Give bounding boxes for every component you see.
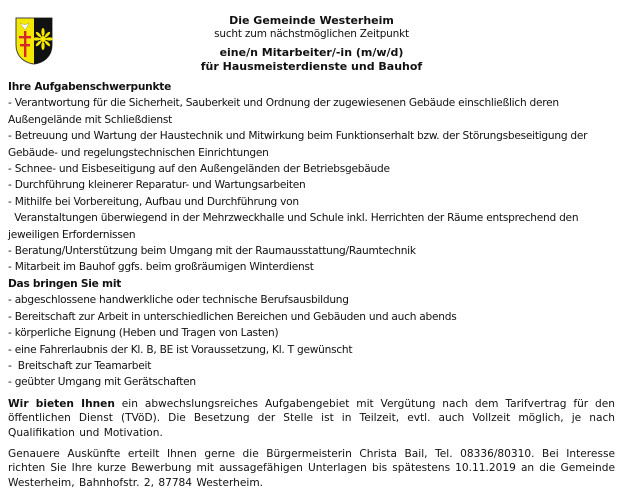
organization-name: Die Gemeinde Westerheim	[150, 14, 473, 28]
position-title-line1: eine/n Mitarbeiter/-in (m/w/d)	[150, 46, 473, 60]
tasks-list	[8, 95, 615, 275]
municipal-coat-of-arms-icon	[15, 17, 53, 65]
list-item: - abgeschlossene handwerkliche oder technische Berufsausbildung	[8, 292, 615, 308]
list-item: - geübter Umgang mit Gerätschaften	[8, 374, 615, 390]
list-item: - Mitarbeit im Bauhof ggfs. beim großräumigen Winterdienst	[8, 259, 615, 275]
requirements-list	[8, 292, 615, 390]
list-item: - Bereitschaft zur Arbeit in unterschiedlichen Bereichen und Gebäuden und auch abends	[8, 309, 615, 325]
list-item: - Schnee- und Eisbeseitigung auf den Außengeländen der Betriebsgebäude	[8, 161, 615, 177]
list-item: - Durchführung kleinerer Reparatur- und Wartungsarbeiten	[8, 177, 615, 193]
job-ad-body	[8, 79, 615, 490]
offer-paragraph	[8, 397, 615, 441]
list-item: - Beratung/Unterstützung beim Umgang mit der Raumausstattung/Raumtechnik	[8, 243, 615, 259]
list-item: - Breitschaft zur Teamarbeit	[8, 358, 615, 374]
list-item: - Betreuung und Wartung der Haustechnik und Mitwirkung beim Funktionserhalt bzw. der Störungsbeseitigung der Gebäude- und regelungstechnischen Einrichtungen	[8, 128, 615, 161]
requirements-heading: Das bringen Sie mit	[8, 276, 615, 292]
list-item: - Verantwortung für die Sicherheit, Sauberkeit und Ordnung der zugewiesenen Gebäude einschließlich deren Außengelände mit Schließdienst	[8, 95, 615, 128]
position-title-line2: für Hausmeisterdienste und Bauhof	[150, 60, 473, 74]
header-subtitle: sucht zum nächstmöglichen Zeitpunkt	[150, 28, 473, 41]
offer-lead: Wir bieten Ihnen	[8, 398, 115, 410]
offer-text: ein abwechslungsreiches Aufgabengebiet mit Vergütung nach dem Tarifvertrag für den öffentlichen Dienst (TVöD). Die Besetzung der Stelle ist in Teilzeit, evtl. auch Vollzeit möglich, je nach Qualifikation und Motivation.	[8, 398, 615, 439]
list-item: - Mithilfe bei Vorbereitung, Aufbau und Durchführung von	[8, 194, 615, 210]
list-item: - körperliche Eignung (Heben und Tragen von Lasten)	[8, 325, 615, 341]
list-item: Veranstaltungen überwiegend in der Mehrzweckhalle und Schule inkl. Herrichten der Räume entsprechend den jeweiligen Erfordernissen	[8, 210, 615, 243]
contact-paragraph: Genauere Auskünfte erteilt Ihnen gerne die Bürgermeisterin Christa Bail, Tel. 08336/80310. Bei Interesse richten Sie Ihre kurze Bewerbung mit aussagefähigen Unterlagen bis spätestens 10.11.2019 an die Gemeinde Westerheim, Bahnhofstr. 2, 87784 Westerheim.	[8, 447, 615, 490]
list-item: - eine Fahrerlaubnis der Kl. B, BE ist Voraussetzung, Kl. T gewünscht	[8, 342, 615, 358]
job-ad-header	[150, 14, 473, 74]
tasks-heading: Ihre Aufgabenschwerpunkte	[8, 79, 615, 95]
